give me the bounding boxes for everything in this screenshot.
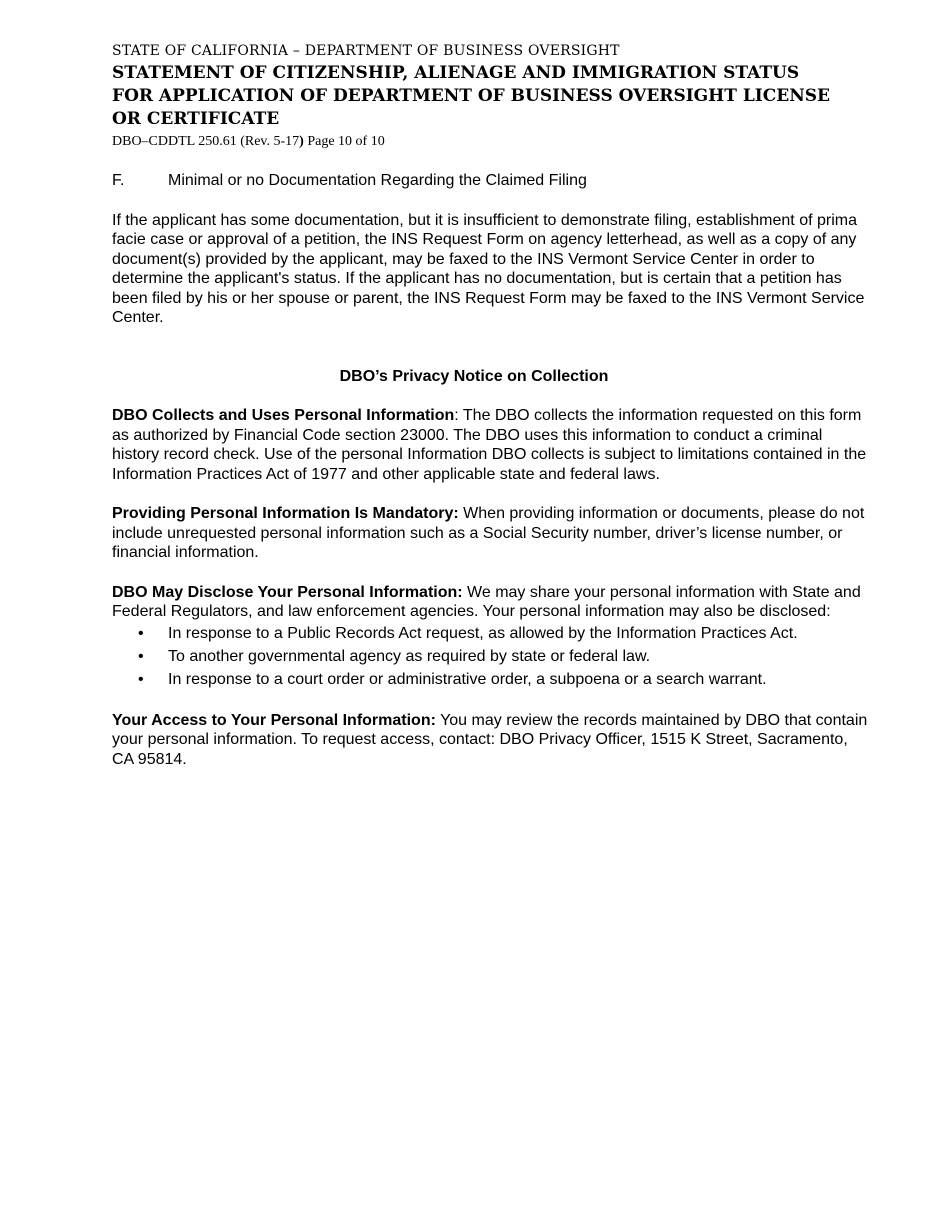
list-item-text: To another governmental agency as required by state or federal law.: [168, 647, 651, 665]
disclosure-list: [112, 622, 872, 691]
collects-separator: :: [454, 407, 463, 424]
list-item-text: In response to a court order or administrative order, a subpoena or a search warrant.: [168, 670, 767, 688]
list-item-text: In response to a Public Records Act request, as allowed by the Information Practices Act.: [168, 624, 798, 642]
disclose-label: DBO May Disclose Your Personal Information:: [112, 583, 463, 601]
collects-label: DBO Collects and Uses Personal Information: [112, 407, 455, 424]
agency-header: STATE OF CALIFORNIA – DEPARTMENT OF BUSINESS OVERSIGHT: [112, 43, 620, 59]
form-title-line-1: STATEMENT OF CITIZENSHIP, ALIENAGE AND IMMIGRATION STATUS: [112, 63, 800, 83]
collects-text: The DBO collects the information requested on this form as authorized by Financial Code section 23000. The DBO uses this information to conduct a criminal history record check. Use of the personal Information DBO collects is subject to limitations contained in the Information Practices Act of 1977 and other applicable state and federal laws.: [112, 407, 867, 483]
section-letter: F.: [112, 172, 125, 189]
mandatory-text: When providing information or documents, please do not include unrequested personal information such as a Social Security number, driver’s license number, or financial information.: [112, 505, 865, 561]
section-title: Minimal or no Documentation Regarding the Claimed Filing: [168, 172, 587, 189]
bullet-icon: •: [138, 647, 144, 665]
form-id-line: [112, 131, 872, 152]
form-id-paren: ): [299, 134, 304, 149]
mandatory-label: Providing Personal Information Is Mandatory:: [112, 505, 459, 522]
section-f-heading: [112, 171, 872, 191]
access-paragraph: [112, 711, 872, 770]
form-title-line-3: OR CERTIFICATE: [112, 109, 280, 129]
privacy-notice-heading: DBO’s Privacy Notice on Collection: [339, 367, 609, 385]
access-label: Your Access to Your Personal Information:: [112, 711, 436, 729]
document-page: [112, 40, 872, 769]
list-item: [112, 622, 872, 645]
form-title-line-2: FOR APPLICATION OF DEPARTMENT OF BUSINESS OVERSIGHT LICENSE: [112, 86, 830, 106]
bullet-icon: •: [138, 624, 144, 642]
mandatory-paragraph: [112, 504, 872, 563]
bullet-icon: •: [138, 670, 144, 688]
access-text: You may review the records maintained by DBO that contain your personal information. To request access, contact: DBO Privacy Officer, 1515 K Street, Sacramento, CA 95814.: [112, 711, 868, 768]
list-item: [112, 645, 872, 668]
form-id: DBO–CDDTL 250.61 (Rev. 5-17: [112, 134, 300, 149]
list-item: [112, 668, 872, 691]
collects-paragraph: [112, 406, 872, 484]
page-number: Page 10 of 10: [303, 134, 385, 149]
disclose-text: We may share your personal information with State and Federal Regulators, and law enforcement agencies. Your personal information may also be disclosed:: [112, 583, 861, 620]
section-f-paragraph: If the applicant has some documentation, but it is insufficient to demonstrate filing, establishment of prima facie case or approval of a petition, the INS Request Form on agency letterhead, as well as a copy of any document(s) provided by the applicant, may be faxed to the INS Vermont Service Center in order to determine the applicant's status. If the applicant has no documentation, but is certain that a petition has been filed by his or her spouse or parent, the INS Request Form may be faxed to the INS Vermont Service Center.: [112, 211, 865, 326]
disclose-paragraph: [112, 583, 872, 622]
